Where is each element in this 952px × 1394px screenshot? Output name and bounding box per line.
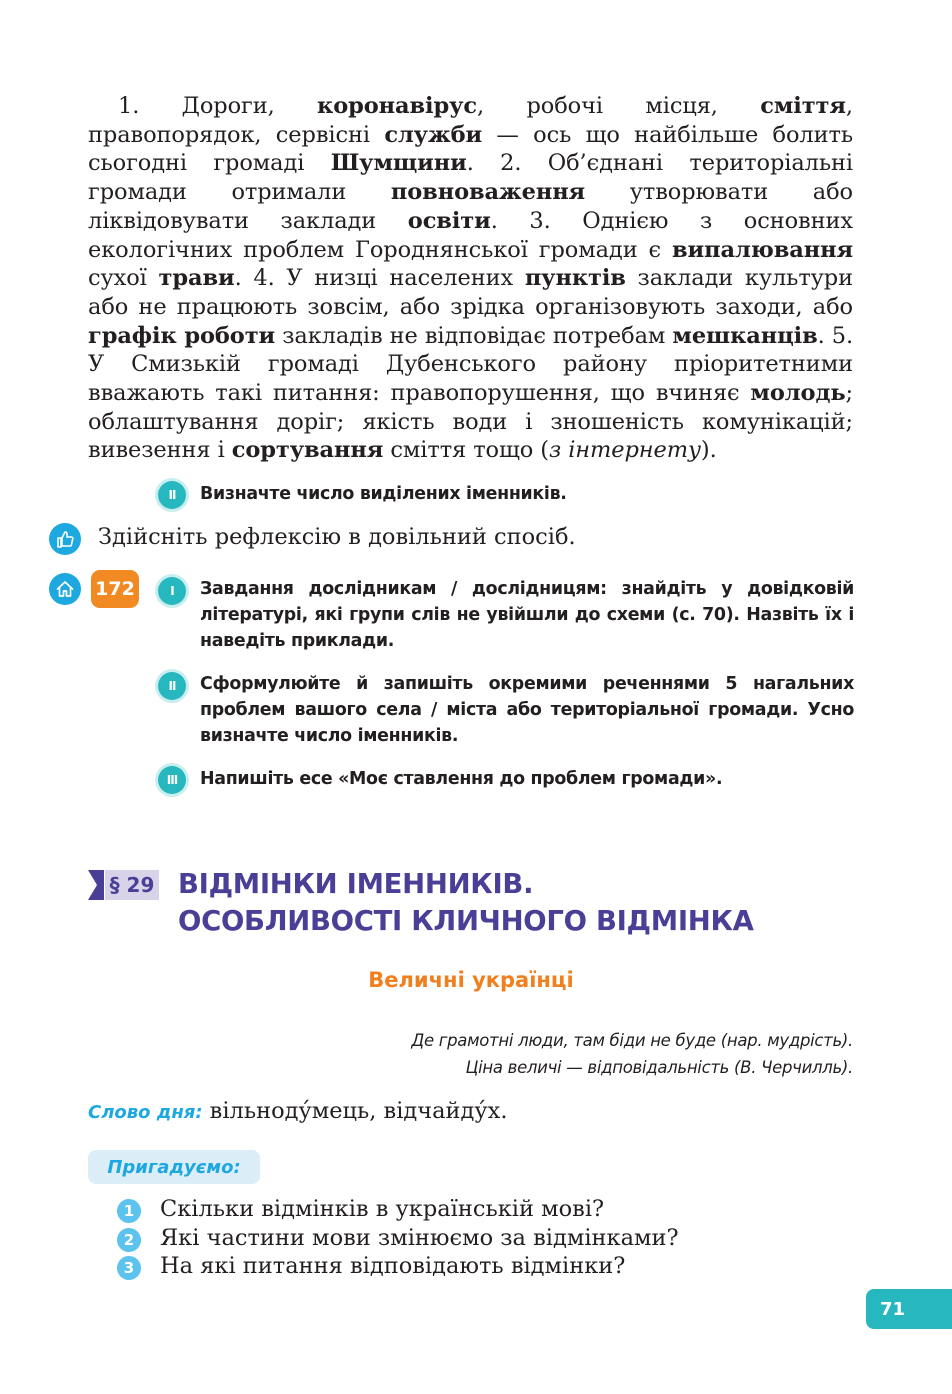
recall-question: Які частини мови змінюємо за відмінками? (160, 1225, 679, 1251)
text-run: 1. Дороги, (118, 93, 318, 119)
question-number: 2 (117, 1228, 141, 1252)
level-badge-iii: III (158, 766, 186, 794)
recall-question: На які питання відповідають відмінки? (160, 1253, 626, 1279)
highlighted-noun: коронавірус (317, 93, 478, 119)
text-run: , правопорядок, сервісні (88, 93, 853, 148)
highlighted-noun: сміття (760, 93, 846, 119)
question-number: 3 (117, 1256, 141, 1280)
highlighted-noun: Шумщини (330, 150, 467, 177)
text-run: — ось що найбільше болить сьогодні громаді (88, 121, 853, 177)
text-run: сухої (88, 265, 159, 292)
exercise-paragraph (88, 92, 853, 465)
thumbs-up-icon (49, 523, 81, 555)
exercise-number: 172 (91, 570, 139, 608)
task-nouns-text: Визначте число виділених іменників. (200, 484, 567, 504)
section-title-line2: ОСОБЛИВОСТІ КЛИЧНОГО ВІДМІНКА (178, 905, 754, 937)
level-badge-i: I (158, 577, 186, 605)
source-note: з інтернету (548, 437, 701, 464)
homework-task-1: Завдання дослідникам / дослідницям: знайдіть у довідковій літературі, які групи слів не увійшли до схеми (с. 70). Назвіть їх і наведіть приклади. (200, 579, 854, 651)
highlighted-noun: пунктів (524, 265, 626, 292)
word-of-day-words: вільноду́мець, відчайду́х. (209, 1098, 508, 1124)
section-number: § 29 (105, 870, 159, 900)
highlighted-noun: служби (384, 121, 483, 148)
text-run: . 5. У Смизькій громаді Дубенського району пріоритетними вважають такі питання: правопорушення, що вчиняє (88, 322, 854, 407)
page-number: 71 (866, 1289, 952, 1329)
word-of-day (88, 1098, 508, 1124)
highlighted-noun: трави (158, 265, 235, 292)
level-badge-ii: II (158, 672, 186, 700)
text-run: заклади культури або не працюють зовсім, або зрідка організовують заходи, або (88, 265, 854, 320)
text-run: закладів не відповідає потребам (275, 322, 673, 349)
text-run: . 4. У низці населених (234, 265, 525, 292)
highlighted-noun: випалювання (672, 236, 853, 263)
highlighted-noun: мешканців (672, 322, 818, 349)
text-run: , робочі місця, (477, 93, 761, 119)
text-run: . 2. Об’єднані територіальні громади отримали (88, 150, 853, 206)
homework-task-3: Напишіть есе «Моє ставлення до проблем громади». (200, 769, 723, 789)
highlighted-noun: молодь (750, 380, 846, 407)
section-marker-icon (88, 870, 104, 900)
home-icon (49, 573, 81, 605)
level-badge-ii: II (158, 481, 186, 509)
homework-task-2: Сформулюйте й запишіть окремими реченнями 5 нагальних проблем вашого села / міста або територіальної громади. Усно визначте число іменників. (200, 674, 854, 746)
text-run: ; облаштування доріг; якість води і зношеність комунікацій; вивезення і (88, 380, 853, 464)
text-run: утворювати або ліквідовувати заклади (88, 179, 853, 234)
highlighted-noun: повноваження (390, 179, 586, 206)
highlighted-noun: освіти (407, 207, 491, 234)
section-title (178, 866, 754, 940)
text-run: . 3. Однією з основних екологічних проблем Городнянської громади є (88, 207, 853, 263)
recall-label: Пригадуємо: (88, 1150, 260, 1184)
text-run: сміття тощо ( (383, 437, 549, 464)
lesson-subtitle: Величні українці (368, 968, 574, 992)
highlighted-noun: сортування (231, 437, 384, 464)
epigraph-quote-2: Ціна величі — відповідальність (В. Черчилль). (465, 1058, 853, 1077)
highlighted-noun: графік роботи (88, 322, 276, 349)
question-number: 1 (117, 1199, 141, 1223)
text-run: ). (700, 437, 717, 464)
section-title-line1: ВІДМІНКИ ІМЕННИКІВ. (178, 868, 534, 900)
word-of-day-label: Слово дня: (88, 1102, 203, 1123)
reflection-text: Здійсніть рефлексію в довільний спосіб. (98, 524, 576, 550)
recall-question: Скільки відмінків в українській мові? (160, 1196, 605, 1222)
epigraph-quote-1: Де грамотні люди, там біди не буде (нар. мудрість). (411, 1031, 853, 1050)
